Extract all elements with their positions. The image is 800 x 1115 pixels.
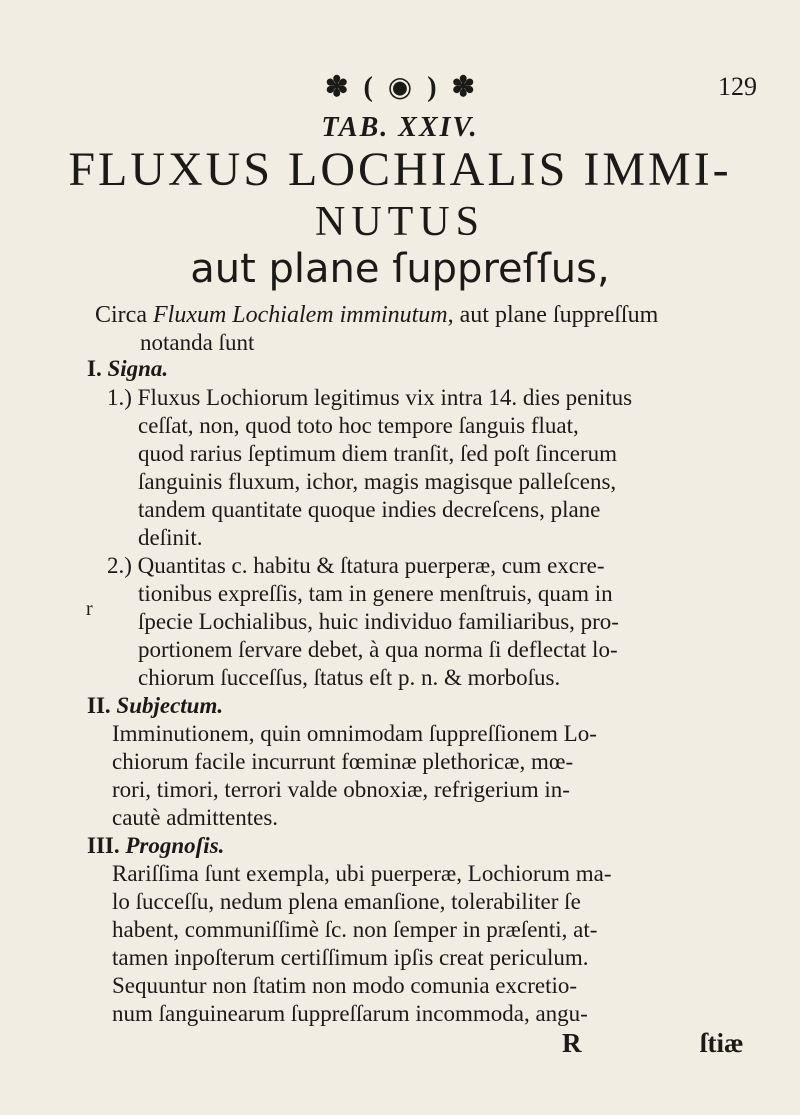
intro-text-c: , aut plane ſuppreſſum (447, 302, 659, 328)
section-number: II. (87, 693, 111, 718)
text-line: tionibus expreſſis, tam in genere menſtruis, quam in (138, 581, 613, 606)
text-line: deſinit. (138, 525, 203, 550)
section-heading-subjectum (87, 691, 223, 721)
intro-text-italic: Fluxum Lochialem imminutum (152, 302, 448, 328)
text-line: quod rarius ſeptimum diem tranſit, ſed poſt ſincerum (138, 441, 618, 466)
section-heading-signa (87, 354, 168, 384)
section-number: I. (87, 356, 102, 381)
title-line-1: FLUXUS LOCHIALIS IMMI- (68, 143, 732, 196)
subtitle: aut plane ſuppreſſus, (190, 246, 610, 292)
catchword: ſtiæ (700, 1028, 744, 1058)
page-number: 129 (718, 72, 757, 101)
signature-mark: R (562, 1028, 582, 1058)
text-line: num ſanguinearum ſuppreſſarum incommoda, angu- (112, 1001, 588, 1026)
text-line: ſpecie Lochialibus, huic individuo familiaribus, pro- (138, 609, 619, 634)
text-line: Rariſſima ſunt exempla, ubi puerperæ, Lochiorum ma- (112, 861, 612, 886)
text-line: 1.) Fluxus Lochiorum legitimus vix intra 14. dies penitus (107, 385, 633, 410)
text-line: Imminutionem, quin omnimodam ſuppreſſionem Lo- (112, 721, 597, 746)
text-line: chiorum ſucceſſus, ſtatus eſt p. n. & morboſus. (138, 665, 561, 690)
title-line-2: NUTUS (314, 199, 485, 245)
text-line: ſanguinis fluxum, ichor, magis magisque palleſcens, (138, 469, 617, 494)
text-line: cautè admittentes. (112, 805, 279, 830)
text-line: Sequuntur non ſtatim non modo comunia excretio- (112, 973, 578, 998)
text-line: rori, timori, terrori valde obnoxiæ, refrigerium in- (112, 777, 570, 802)
section-title: Prognoſis. (125, 833, 225, 858)
text-line: portionem ſervare debet, à qua norma ſi deflectat lo- (138, 637, 618, 662)
text-line: tamen inpoſterum certiſſimum ipſis creat periculum. (112, 945, 589, 970)
margin-mark: r (86, 598, 93, 620)
text-line: 2.) Quantitas c. habitu & ſtatura puerperæ, cum excre- (107, 553, 605, 578)
text-line: habent, communiſſimè ſc. non ſemper in præſenti, at- (112, 917, 598, 942)
section-number: III. (87, 833, 120, 858)
running-header (0, 70, 800, 110)
text-line: lo ſucceſſu, nedum plena emanſione, tolerabiliter ſe (112, 889, 581, 914)
text-line: chiorum facile incurrunt fœminæ plethoricæ, mœ- (112, 749, 574, 774)
section-heading-prognosis (87, 831, 224, 861)
text-line: ceſſat, non, quod toto hoc tempore ſanguis fluat, (138, 413, 579, 438)
table-label: TAB. XXIV. (321, 112, 479, 143)
header-ornament: ✽ ( ◉ ) ✽ (325, 72, 480, 103)
intro-line-1 (95, 300, 658, 330)
intro-text-a: Circa (95, 302, 153, 328)
intro-line-2: notanda ſunt (140, 330, 255, 355)
text-line: tandem quantitate quoque indies decreſcens, plane (138, 497, 601, 522)
section-title: Subjectum. (116, 693, 224, 718)
section-title: Signa. (107, 356, 169, 381)
